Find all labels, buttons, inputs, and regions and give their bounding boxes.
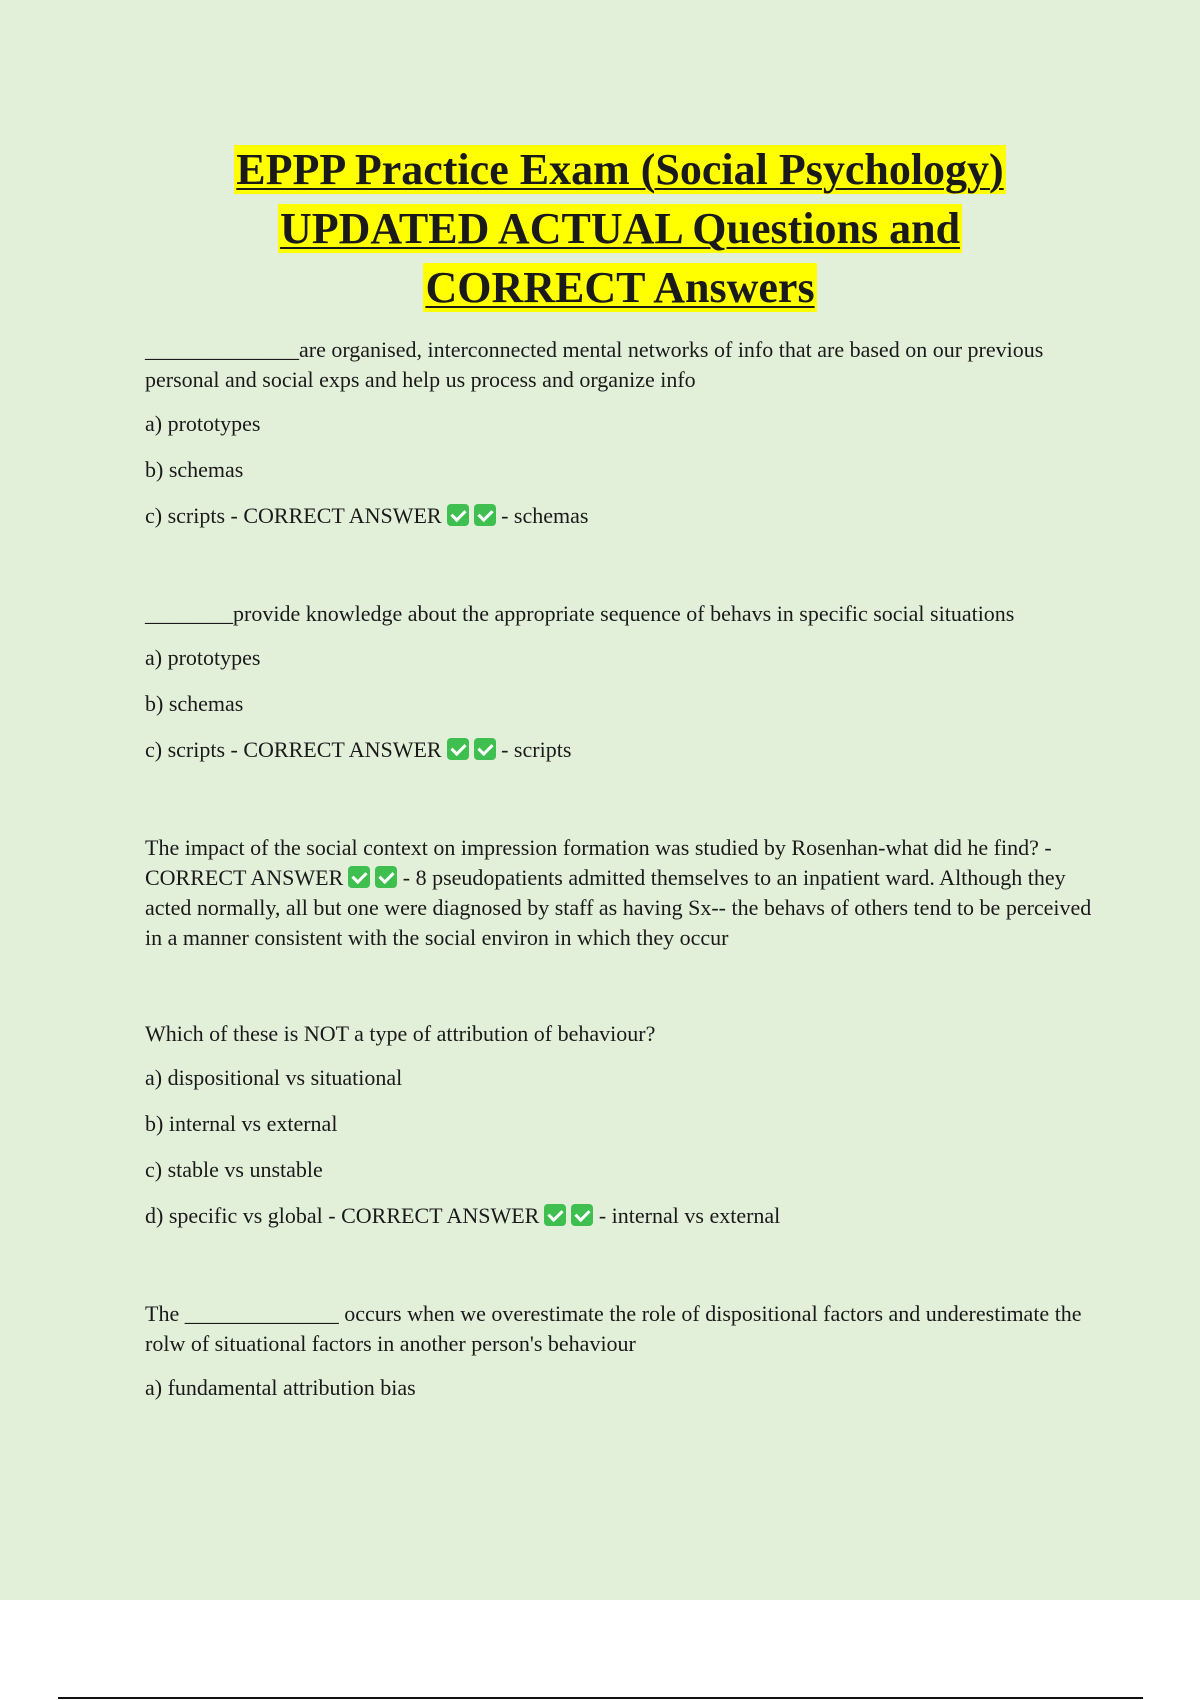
correct-answer-label: CORRECT ANSWER (341, 1203, 540, 1228)
question-4-option-d (145, 1201, 1095, 1231)
question-4 (145, 1019, 1095, 1231)
question-2 (145, 599, 1095, 765)
green-check-icon (447, 738, 469, 760)
question-3-stem: The impact of the social context on impression formation was studied by Rosenhan-what did he find? - (145, 835, 1052, 860)
question-5-stem-start: The (145, 1301, 185, 1326)
question-4-answer: - internal vs external (598, 1203, 781, 1228)
title-line-2: UPDATED ACTUAL Questions and (279, 204, 961, 253)
green-check-icon (544, 1204, 566, 1226)
question-1 (145, 335, 1095, 531)
green-check-icon (348, 866, 370, 888)
question-5-text (145, 1299, 1095, 1359)
question-1-blank: ______________ (145, 337, 299, 362)
correct-answer-label: CORRECT ANSWER (243, 737, 442, 762)
question-1-option-b: b) schemas (145, 457, 244, 482)
correct-answer-label: CORRECT ANSWER (243, 503, 442, 528)
question-1-option-c (145, 501, 1095, 531)
question-3 (145, 833, 1095, 953)
question-4-option-d-label: d) specific vs global - (145, 1203, 342, 1228)
question-2-stem: provide knowledge about the appropriate sequence of behavs in specific social situations (233, 601, 1015, 626)
question-4-option-b: b) internal vs external (145, 1111, 338, 1136)
question-4-option-a: a) dispositional vs situational (145, 1065, 403, 1090)
question-2-blank: ________ (145, 601, 233, 626)
question-2-option-c (145, 735, 1095, 765)
green-check-icon (474, 738, 496, 760)
question-5-option-a: a) fundamental attribution bias (145, 1375, 416, 1400)
question-1-answer: - schemas (501, 503, 589, 528)
question-2-option-b: b) schemas (145, 691, 244, 716)
document-content (145, 140, 1095, 1419)
question-3-answer: - 8 pseudopatients admitted themselves to an inpatient ward. Although they acted normally, all but one were diagnosed by staff as having Sx-- the behavs of others tend to be perceived in a manner consistent with the social environ in which they occur (145, 865, 1092, 950)
question-2-option-a: a) prototypes (145, 645, 261, 670)
correct-answer-label: CORRECT ANSWER (145, 865, 344, 890)
question-1-option-a: a) prototypes (145, 411, 261, 436)
document-title (145, 140, 1095, 317)
question-1-stem: are organised, interconnected mental networks of info that are based on our previous personal and social exps and help us process and organize info (145, 337, 1044, 392)
green-check-icon (447, 504, 469, 526)
question-1-text (145, 335, 1095, 395)
title-line-1: EPPP Practice Exam (Social Psychology) (236, 145, 1004, 194)
question-3-text (145, 833, 1095, 953)
question-2-text (145, 599, 1095, 629)
question-4-text: Which of these is NOT a type of attribution of behaviour? (145, 1021, 656, 1046)
question-4-option-c: c) stable vs unstable (145, 1157, 323, 1182)
green-check-icon (571, 1204, 593, 1226)
question-2-answer: - scripts (501, 737, 572, 762)
title-line-3: CORRECT Answers (425, 263, 815, 312)
question-5-blank: ______________ (184, 1301, 339, 1326)
footer-rule (58, 1697, 1143, 1699)
question-1-option-c-label: c) scripts - (145, 503, 244, 528)
green-check-icon (375, 866, 397, 888)
question-5-stem-end: occurs when we overestimate the role of dispositional factors and underestimate the rolw of situational factors in another person's behaviour (145, 1301, 1082, 1356)
green-check-icon (474, 504, 496, 526)
question-5 (145, 1299, 1095, 1403)
question-2-option-c-label: c) scripts - (145, 737, 244, 762)
